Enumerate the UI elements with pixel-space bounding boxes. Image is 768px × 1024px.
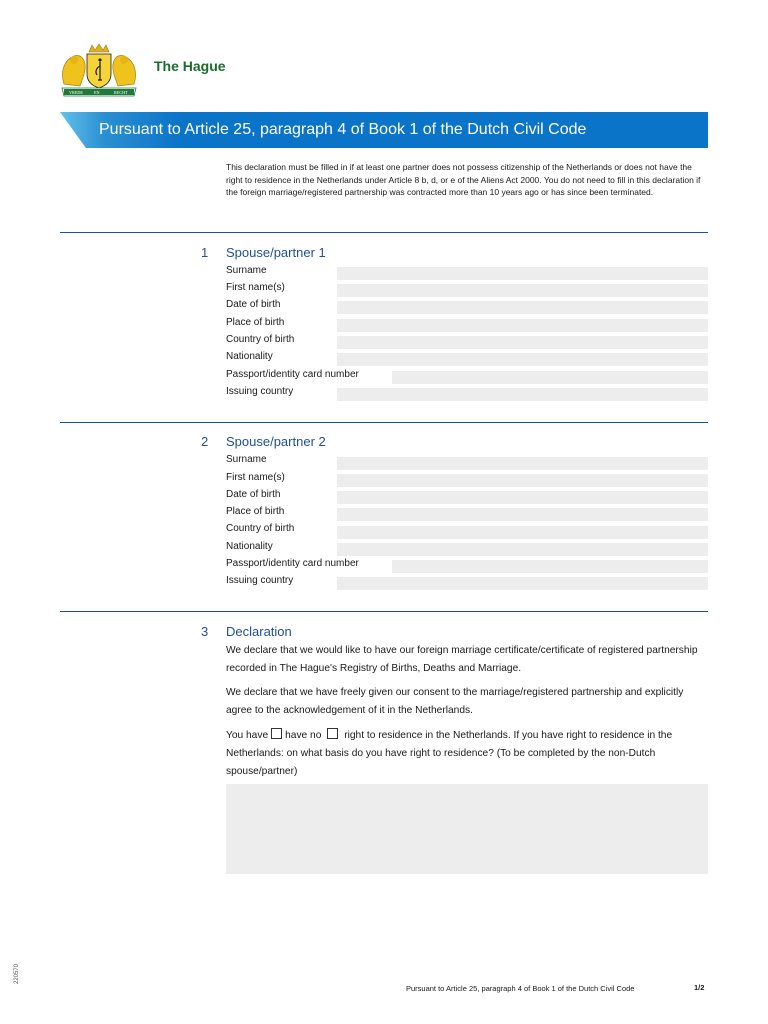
- footer-title: Pursuant to Article 25, paragraph 4 of Book 1 of the Dutch Civil Code: [406, 984, 635, 993]
- field-label-issuing-country: Issuing country: [226, 386, 294, 397]
- intro-paragraph: This declaration must be filled in if at least one partner does not possess citizenship of the Netherlands or does not have the right to residence in the Netherlands under Article 8 b, d, or e of the Aliens Act 2000. You do not need to fill in this declaration if the foreign marriage/registered partnership was contracted more than 10 years ago or has since been terminated.: [226, 162, 701, 197]
- input-date-of-birth-1[interactable]: [337, 301, 708, 314]
- input-nationality-1[interactable]: [337, 353, 708, 366]
- input-first-names-2[interactable]: [337, 474, 708, 487]
- field-label-date-of-birth: Date of birth: [226, 299, 281, 310]
- brand-name: The Hague: [154, 58, 226, 74]
- field-label-passport-number: Passport/identity card number: [226, 369, 359, 380]
- residence-basis-textarea[interactable]: [226, 784, 708, 874]
- motto-right: RECHT: [114, 90, 128, 95]
- field-label-passport-number: Passport/identity card number: [226, 558, 359, 569]
- have-no-label: have no: [285, 730, 322, 741]
- section-title: Declaration: [226, 624, 292, 639]
- input-date-of-birth-2[interactable]: [337, 491, 708, 504]
- field-label-date-of-birth: Date of birth: [226, 489, 281, 500]
- residence-question-text: right to residence in the Netherlands. If you have right to residence in the Netherlands: on what basis do you have right to residence? (To be completed by the non-Dutch spouse/partner): [226, 730, 673, 777]
- document-title: Pursuant to Article 25, paragraph 4 of Book 1 of the Dutch Civil Code: [99, 121, 587, 138]
- field-label-nationality: Nationality: [226, 351, 273, 362]
- declaration-paragraph-1: We declare that we would like to have our foreign marriage certificate/certificate of registered partnership recorded in The Hague's Registry of Births, Deaths and Marriage.: [226, 645, 698, 674]
- input-surname-2[interactable]: [337, 457, 708, 470]
- page-number: 1/2: [694, 983, 705, 992]
- motto-left: VREDE: [69, 90, 83, 95]
- section-title: Spouse/partner 1: [226, 245, 326, 260]
- input-passport-number-1[interactable]: [392, 371, 708, 384]
- input-surname-1[interactable]: [337, 267, 708, 280]
- residence-question: [226, 727, 708, 781]
- field-label-surname: Surname: [226, 265, 267, 276]
- field-label-surname: Surname: [226, 454, 267, 465]
- form-code: 220570: [14, 963, 20, 984]
- section-divider: [60, 422, 708, 423]
- the-hague-coat-of-arms-logo: [58, 42, 140, 98]
- have-right-checkbox[interactable]: [271, 728, 282, 739]
- field-label-place-of-birth: Place of birth: [226, 317, 285, 328]
- section-divider: [60, 611, 708, 612]
- input-first-names-1[interactable]: [337, 284, 708, 297]
- field-label-nationality: Nationality: [226, 541, 273, 552]
- field-label-first-names: First name(s): [226, 282, 285, 293]
- section-number: 3: [201, 624, 209, 639]
- you-have-label: You have: [226, 730, 269, 741]
- field-label-place-of-birth: Place of birth: [226, 506, 285, 517]
- field-label-country-of-birth: Country of birth: [226, 523, 295, 534]
- input-nationality-2[interactable]: [337, 543, 708, 556]
- field-label-issuing-country: Issuing country: [226, 575, 294, 586]
- input-passport-number-2[interactable]: [392, 560, 708, 573]
- declaration-paragraph-2: We declare that we have freely given our consent to the marriage/registered partnership and explicitly agree to the acknowledgement of it in the Netherlands.: [226, 687, 684, 716]
- input-country-of-birth-2[interactable]: [337, 526, 708, 539]
- input-country-of-birth-1[interactable]: [337, 336, 708, 349]
- input-issuing-country-1[interactable]: [337, 388, 708, 401]
- section-divider: [60, 232, 708, 233]
- input-place-of-birth-1[interactable]: [337, 319, 708, 332]
- section-number: 2: [201, 434, 209, 449]
- field-label-first-names: First name(s): [226, 472, 285, 483]
- input-place-of-birth-2[interactable]: [337, 508, 708, 521]
- have-no-right-checkbox[interactable]: [327, 728, 338, 739]
- field-label-country-of-birth: Country of birth: [226, 334, 295, 345]
- input-issuing-country-2[interactable]: [337, 577, 708, 590]
- motto-mid: EN: [94, 90, 100, 95]
- section-number: 1: [201, 245, 209, 260]
- section-title: Spouse/partner 2: [226, 434, 326, 449]
